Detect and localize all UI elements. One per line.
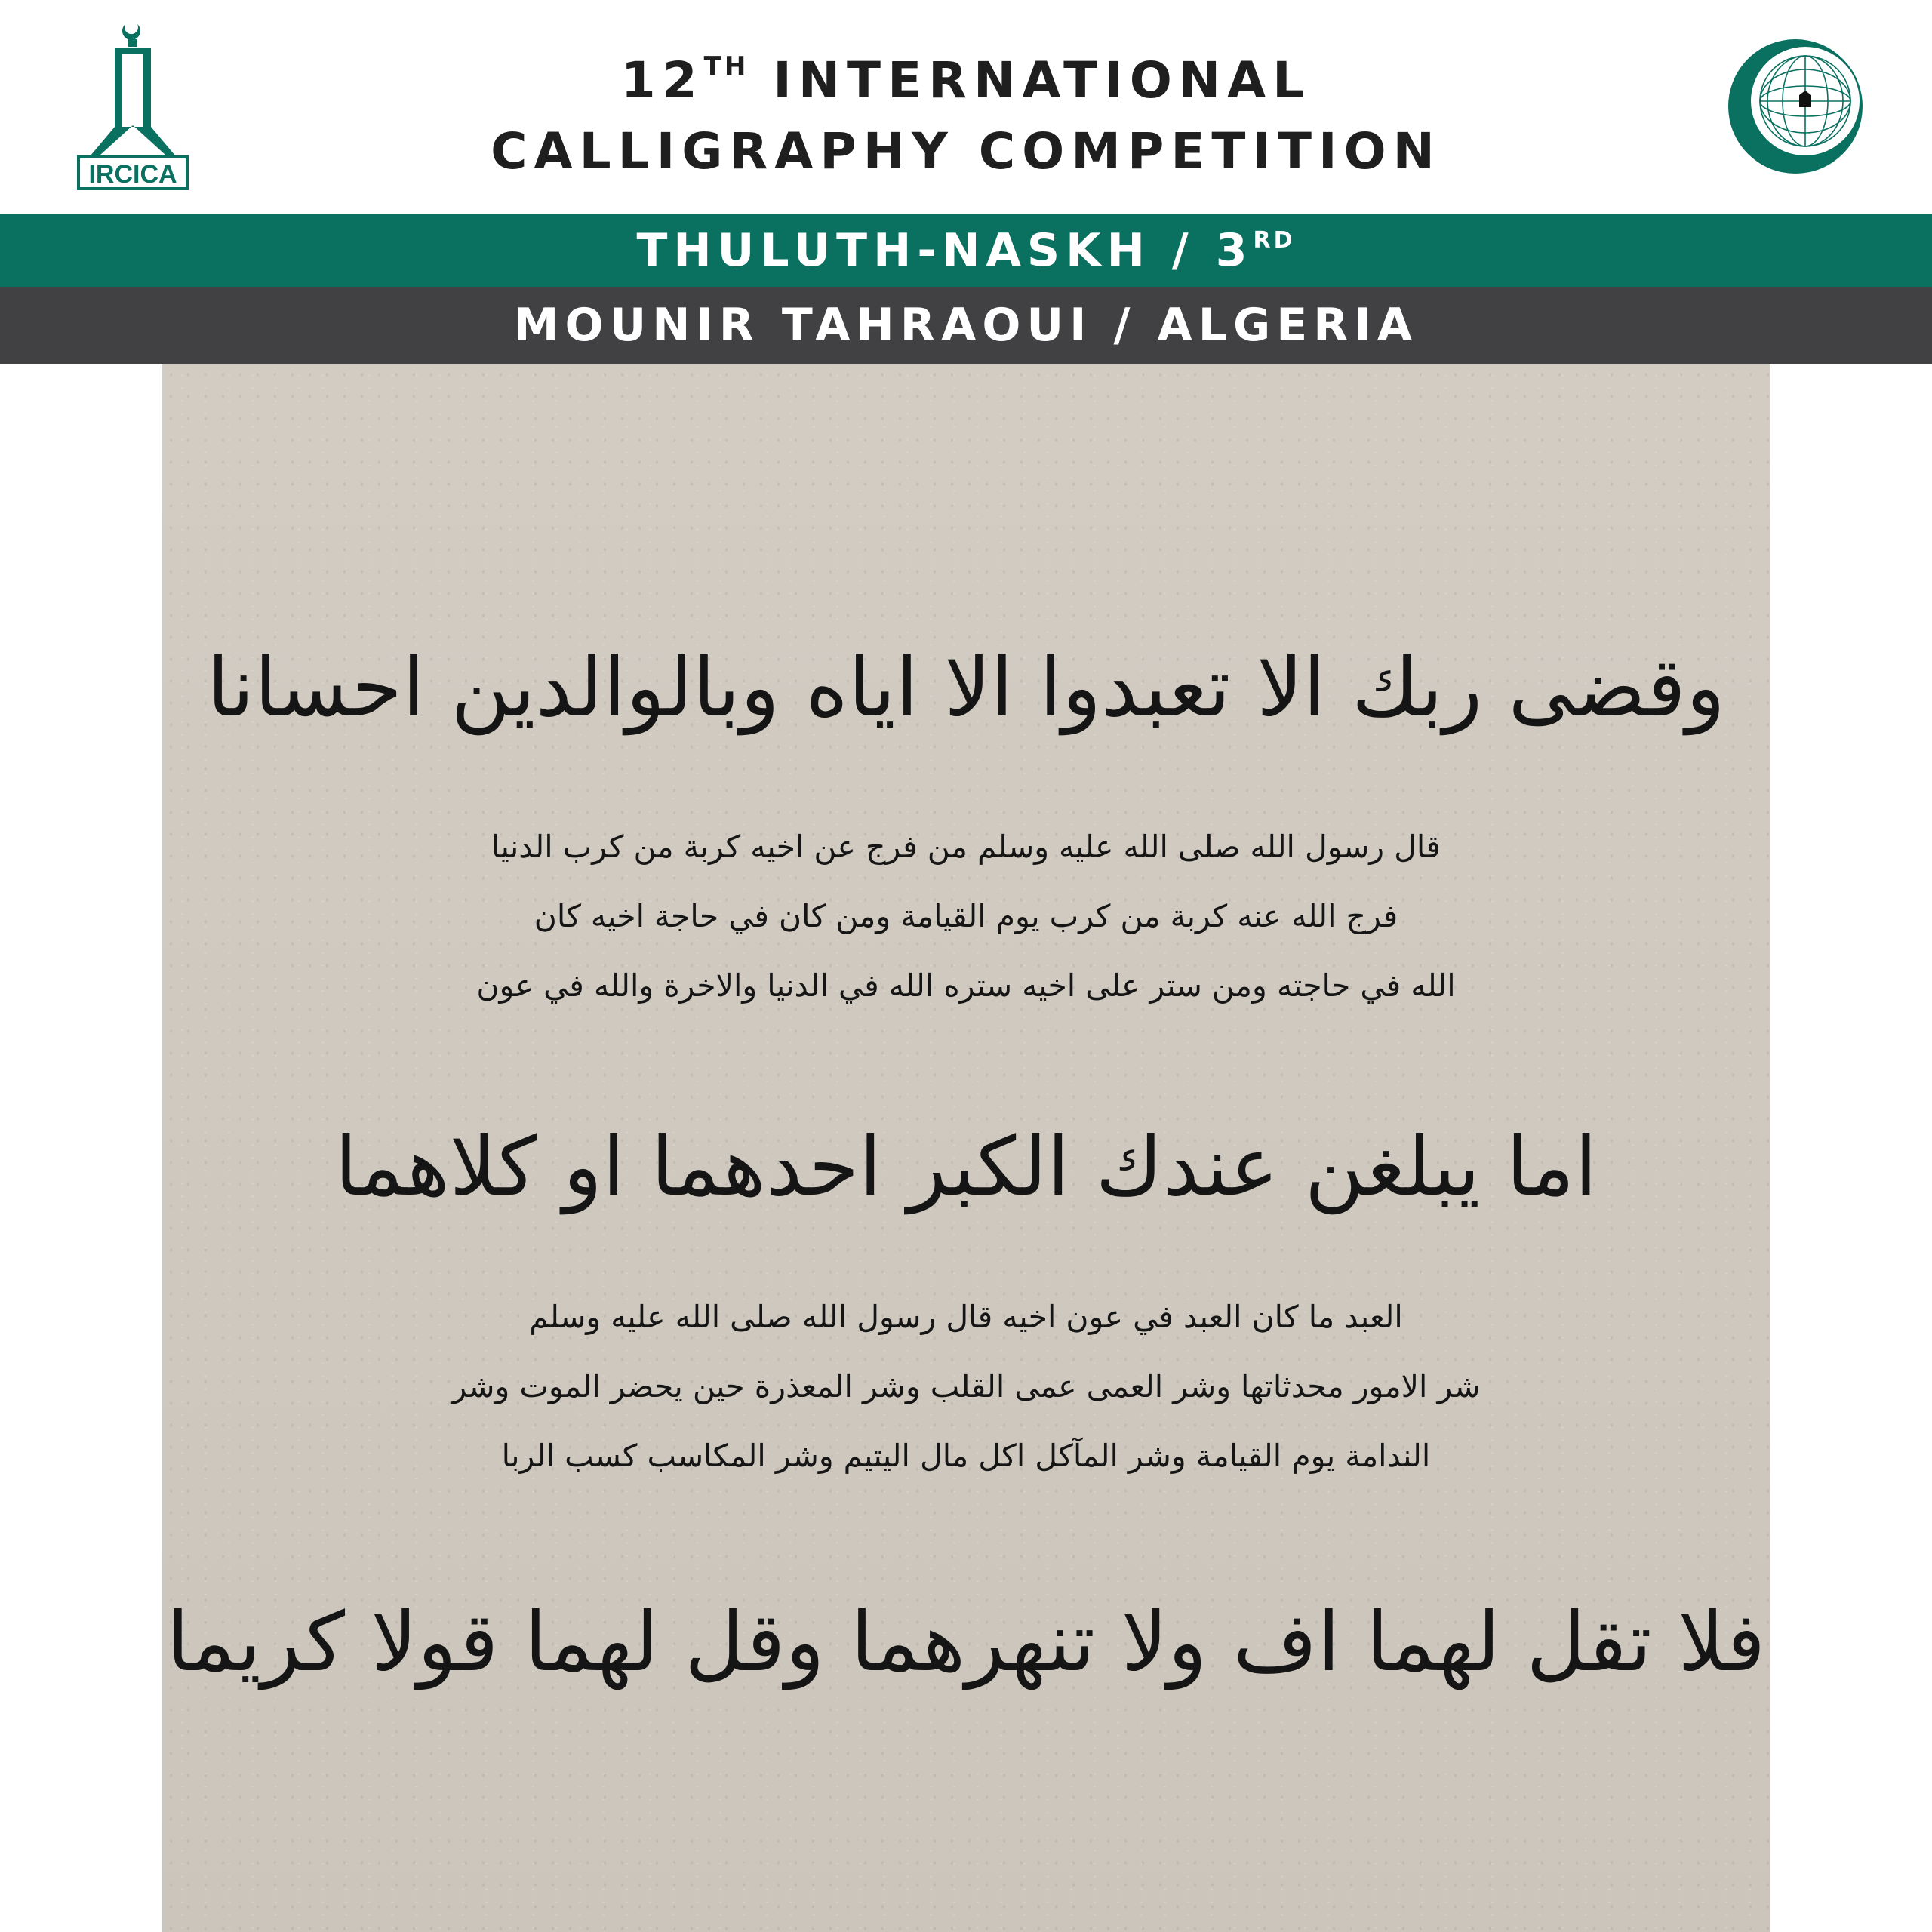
title-line-2: CALLIGRAPHY COMPETITION — [491, 122, 1441, 180]
naskh-1-line-1: قال رسول الله صلى الله عليه وسلم من فرج عن اخيه كربة من كرب الدنيا — [491, 829, 1441, 865]
calligraphy-artwork — [162, 364, 1770, 1932]
oic-logo — [1727, 38, 1864, 175]
naskh-1-line-3: الله في حاجته ومن ستر على اخيه ستره الله في الدنيا والاخرة والله في عون — [476, 968, 1456, 1004]
naskh-2-line-1: العبد ما كان العبد في عون اخيه قال رسول الله صلى الله عليه وسلم — [529, 1299, 1403, 1335]
ircica-logo-text: IRCICA — [88, 160, 177, 189]
header — [0, 0, 1932, 214]
title-line-1 — [377, 45, 1555, 116]
page-title — [377, 45, 1555, 187]
naskh-2-line-2: شر الامور محدثاتها وشر العمى عمى القلب وشر المعذرة حين يحضر الموت وشر — [451, 1368, 1481, 1404]
artist-band — [0, 287, 1932, 364]
thuluth-line-3: فلا تقل لهما اف ولا تنهرهما وقل لهما قولا كريما — [166, 1595, 1766, 1690]
category-band — [0, 214, 1932, 287]
category-separator: / — [1171, 224, 1195, 277]
rank-number: 3 — [1215, 224, 1254, 277]
naskh-1-line-2: فرج الله عنه كربة من كرب يوم القيامة ومن كان في حاجة اخيه كان — [534, 898, 1398, 934]
title-ordinal: TH — [703, 51, 749, 82]
artist-name: MOUNIR TAHRAOUI — [513, 299, 1093, 352]
rank-ordinal: RD — [1253, 227, 1296, 254]
naskh-2-line-3: الندامة يوم القيامة وشر المآكل اكل مال اليتيم وشر المكاسب كسب الربا — [501, 1438, 1431, 1474]
artist-country: ALGERIA — [1157, 299, 1419, 352]
thuluth-line-1: وقضى ربك الا تعبدوا الا اياه وبالوالدين احسانا — [206, 641, 1726, 735]
thuluth-line-2: اما يبلغن عندك الكبر احدهما او كلاهما — [334, 1120, 1598, 1214]
title-rest: INTERNATIONAL — [749, 51, 1312, 109]
title-number: 12 — [620, 51, 704, 109]
category-label: THULUTH-NASKH — [636, 224, 1151, 277]
artist-separator: / — [1113, 299, 1137, 352]
ircica-logo — [72, 21, 193, 195]
